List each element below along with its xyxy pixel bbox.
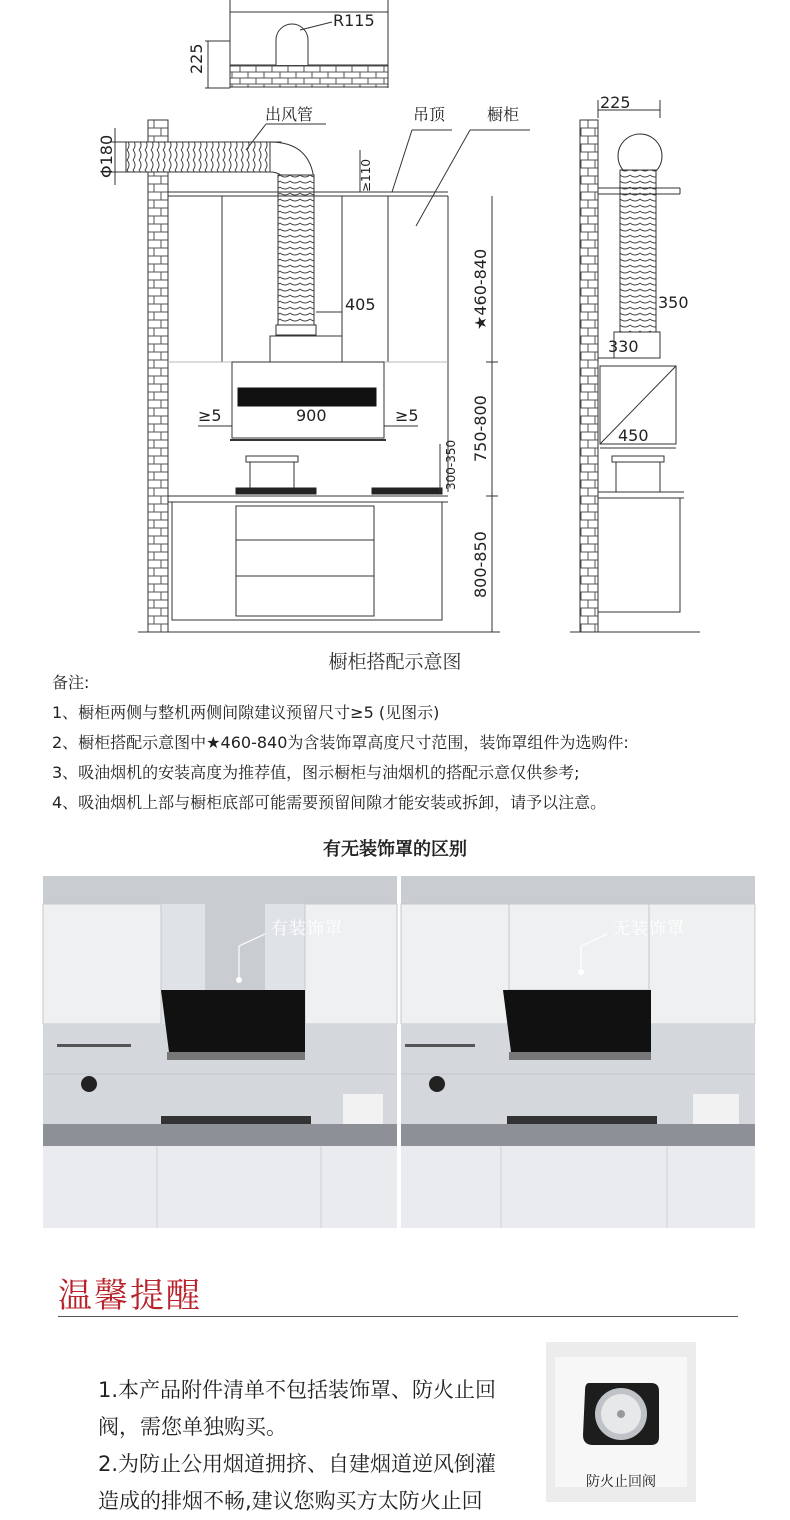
reminder-line: 造成的排烟不畅,建议您购买方太防火止回 xyxy=(98,1489,483,1513)
notes-block xyxy=(52,668,629,818)
compare-title: 有无装饰罩的区别 xyxy=(323,839,467,860)
label-h225: 225 xyxy=(187,43,206,74)
reminder-divider xyxy=(58,1316,738,1317)
installation-diagram xyxy=(0,0,790,650)
photo-without-cover xyxy=(401,876,755,1228)
note-item: 3、吸油烟机的安装高度为推荐值，图示橱柜与油烟机的搭配示意仅供参考; xyxy=(52,763,580,782)
label-gap-right: ≥5 xyxy=(395,406,419,425)
product-card xyxy=(546,1342,696,1502)
reminder-line: 1.本产品附件清单不包括装饰罩、防火止回 xyxy=(98,1378,497,1402)
reminder-text xyxy=(98,1372,538,1520)
note-item: 2、橱柜搭配示意图中★460-840为含装饰罩高度尺寸范围，装饰罩组件为选购件: xyxy=(52,733,629,752)
label-side-225: 225 xyxy=(600,93,631,112)
label-r115: R115 xyxy=(333,11,375,30)
label-phi180: Φ180 xyxy=(97,134,116,178)
product-image xyxy=(555,1357,687,1490)
with-cover-label: 有装饰罩 xyxy=(271,919,343,939)
label-cabinet: 橱柜 xyxy=(487,105,520,124)
label-gap-left: ≥5 xyxy=(198,406,222,425)
label-w405: 405 xyxy=(345,295,376,314)
photo-with-cover xyxy=(43,876,397,1228)
product-label: 防火止回阀 xyxy=(586,1474,656,1490)
label-range750: 750-800 xyxy=(471,395,490,462)
notes-heading: 备注: xyxy=(52,673,90,692)
label-side-350: 350 xyxy=(658,293,689,312)
label-duct: 出风管 xyxy=(265,105,314,124)
label-side-330: 330 xyxy=(608,337,639,356)
fire-check-valve-icon xyxy=(555,1357,687,1487)
label-side-450: 450 xyxy=(618,426,649,445)
label-range300: 300-350 xyxy=(444,439,458,490)
label-w900: 900 xyxy=(296,406,327,425)
label-range460: ★460-840 xyxy=(471,248,490,330)
diagram-caption: 橱柜搭配示意图 xyxy=(328,651,462,673)
label-ceiling: 吊顶 xyxy=(413,105,446,124)
note-item: 4、吸油烟机上部与橱柜底部可能需要预留间隙才能安装或拆卸，请予以注意。 xyxy=(52,793,607,812)
note-item: 1、橱柜两侧与整机两侧间隙建议预留尺寸≥5 (见图示) xyxy=(52,703,440,722)
without-cover-label: 无装饰罩 xyxy=(613,919,685,939)
label-range800: 800-850 xyxy=(471,531,490,598)
label-gap110: ≥110 xyxy=(359,159,373,192)
reminder-title: 温馨提醒 xyxy=(58,1276,202,1316)
reminder-line: 阀，需您单独购买。 xyxy=(98,1415,287,1439)
reminder-line: 2.为防止公用烟道拥挤、自建烟道逆风倒灌 xyxy=(98,1452,497,1476)
